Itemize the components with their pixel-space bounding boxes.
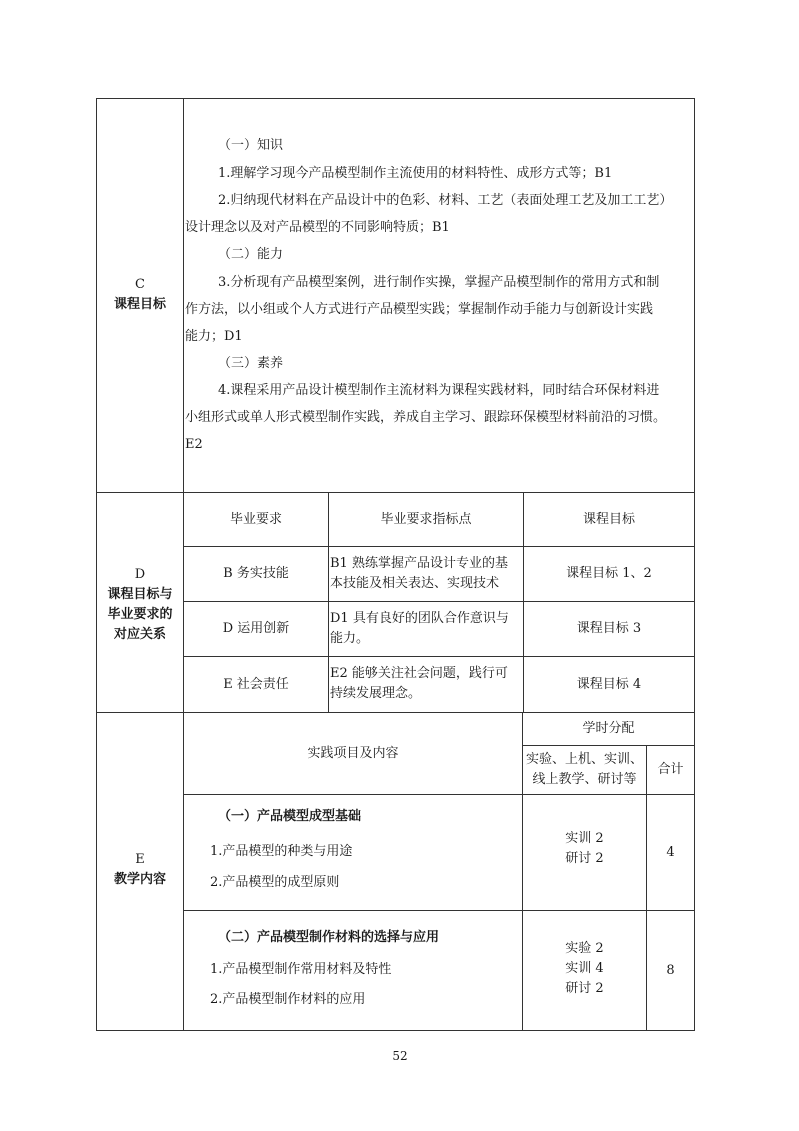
section-e-title: 教学内容 xyxy=(113,872,166,887)
e-unit-1-type-2: 研讨 2 xyxy=(565,851,604,866)
d-row-2-indicator-line-1: D1 具有良好的团队合作意识与 xyxy=(330,611,509,626)
section-c-title: 课程目标 xyxy=(113,297,166,312)
e-unit-2-types xyxy=(523,936,646,1002)
e-unit-2-type-2: 实训 4 xyxy=(565,961,604,976)
d-row-3-indicator-line-1: E2 能够关注社会问题，践行可 xyxy=(330,666,508,681)
c-line-11: E2 xyxy=(185,437,203,452)
c-heading-ability: （二）能力 xyxy=(218,247,284,262)
e-header-types-line-1: 实验、上机、实训、 xyxy=(525,752,643,767)
e-unit-1-types xyxy=(523,822,646,876)
section-d-code: D xyxy=(134,567,146,582)
d-row-1-indicator-line-1: B1 熟练掌握产品设计专业的基 xyxy=(330,556,508,571)
c-heading-knowledge: （一）知识 xyxy=(218,138,284,153)
e-unit-1-item-2: 2.产品模型的成型原则 xyxy=(210,875,340,890)
d-row-2-goal: 课程目标 3 xyxy=(576,621,642,636)
e-unit-2-type-1: 实验 2 xyxy=(565,941,604,956)
e-unit-1-title: （一）产品模型成型基础 xyxy=(218,809,362,824)
section-e-code: E xyxy=(135,852,145,867)
e-unit-2-item-1: 1.产品模型制作常用材料及特性 xyxy=(210,962,392,977)
d-row-3-requirement: E 社会责任 xyxy=(223,676,289,692)
d-row-2-indicator-line-2: 能力。 xyxy=(330,631,370,646)
section-c-code: C xyxy=(135,277,145,292)
d-row-3-indicator xyxy=(330,664,522,704)
d-row-1-indicator xyxy=(330,554,522,594)
section-d-label xyxy=(97,560,183,650)
section-d-title-3: 对应关系 xyxy=(113,627,166,642)
c-line-10: 小组形式或单人形式模型制作实践，养成自主学习、跟踪环保模型材料前沿的习惯。 xyxy=(185,410,667,425)
e-unit-1-type-1: 实训 2 xyxy=(565,831,604,846)
section-d-title-1: 课程目标与 xyxy=(107,587,173,602)
section-d-title-2: 毕业要求的 xyxy=(107,607,173,622)
c-line-9: 4.课程采用产品设计模型制作主流材料为课程实践材料，同时结合环保材料进 xyxy=(218,383,660,398)
section-e-label xyxy=(97,845,183,895)
e-header-content: 实践项目及内容 xyxy=(307,745,399,761)
d-row-2-requirement: D 运用创新 xyxy=(222,621,290,636)
e-unit-2-title: （二）产品模型制作材料的选择与应用 xyxy=(218,930,440,945)
c-line-7: 能力；D1 xyxy=(185,329,243,344)
d-row-3-goal: 课程目标 4 xyxy=(576,676,642,692)
c-line-2: 2.归纳现代材料在产品设计中的色彩、材料、工艺（表面处理工艺及加工工艺） xyxy=(218,193,673,208)
section-c-label xyxy=(97,270,183,320)
c-line-1: 1.理解学习现今产品模型制作主流使用的材料特性、成形方式等；B1 xyxy=(218,166,613,181)
e-header-types xyxy=(523,746,646,794)
d-row-3-indicator-line-2: 持续发展理念。 xyxy=(330,686,422,701)
e-header-total: 合计 xyxy=(657,762,684,777)
page-number: 52 xyxy=(392,1049,408,1063)
d-row-2-indicator xyxy=(330,609,522,649)
e-unit-1-item-1: 1.产品模型的种类与用途 xyxy=(210,844,353,859)
e-header-hours: 学时分配 xyxy=(582,721,635,736)
e-header-types-line-2: 线上教学、研讨等 xyxy=(532,772,637,787)
c-line-3: 设计理念以及对产品模型的不同影响特质；B1 xyxy=(185,220,450,235)
d-row-1-requirement: B 务实技能 xyxy=(223,566,289,581)
e-unit-1-total: 4 xyxy=(666,844,675,860)
c-line-5: 3.分析现有产品模型案例，进行制作实操，掌握产品模型制作的常用方式和制 xyxy=(218,275,660,290)
c-heading-quality: （三）素养 xyxy=(218,356,284,371)
d-row-1-indicator-line-2: 本技能及相关表达、实现技术 xyxy=(330,576,500,591)
e-unit-2-total: 8 xyxy=(666,962,675,978)
c-line-6: 作方法，以小组或个人方式进行产品模型实践；掌握制作动手能力与创新设计实践 xyxy=(185,302,654,317)
d-header-goal: 课程目标 xyxy=(582,511,635,527)
d-header-requirement: 毕业要求 xyxy=(229,511,282,527)
e-unit-2-type-3: 研讨 2 xyxy=(565,981,604,996)
d-row-1-goal: 课程目标 1、2 xyxy=(566,566,652,581)
d-header-indicator: 毕业要求指标点 xyxy=(380,511,472,527)
e-unit-2-item-2: 2.产品模型制作材料的应用 xyxy=(210,992,366,1007)
